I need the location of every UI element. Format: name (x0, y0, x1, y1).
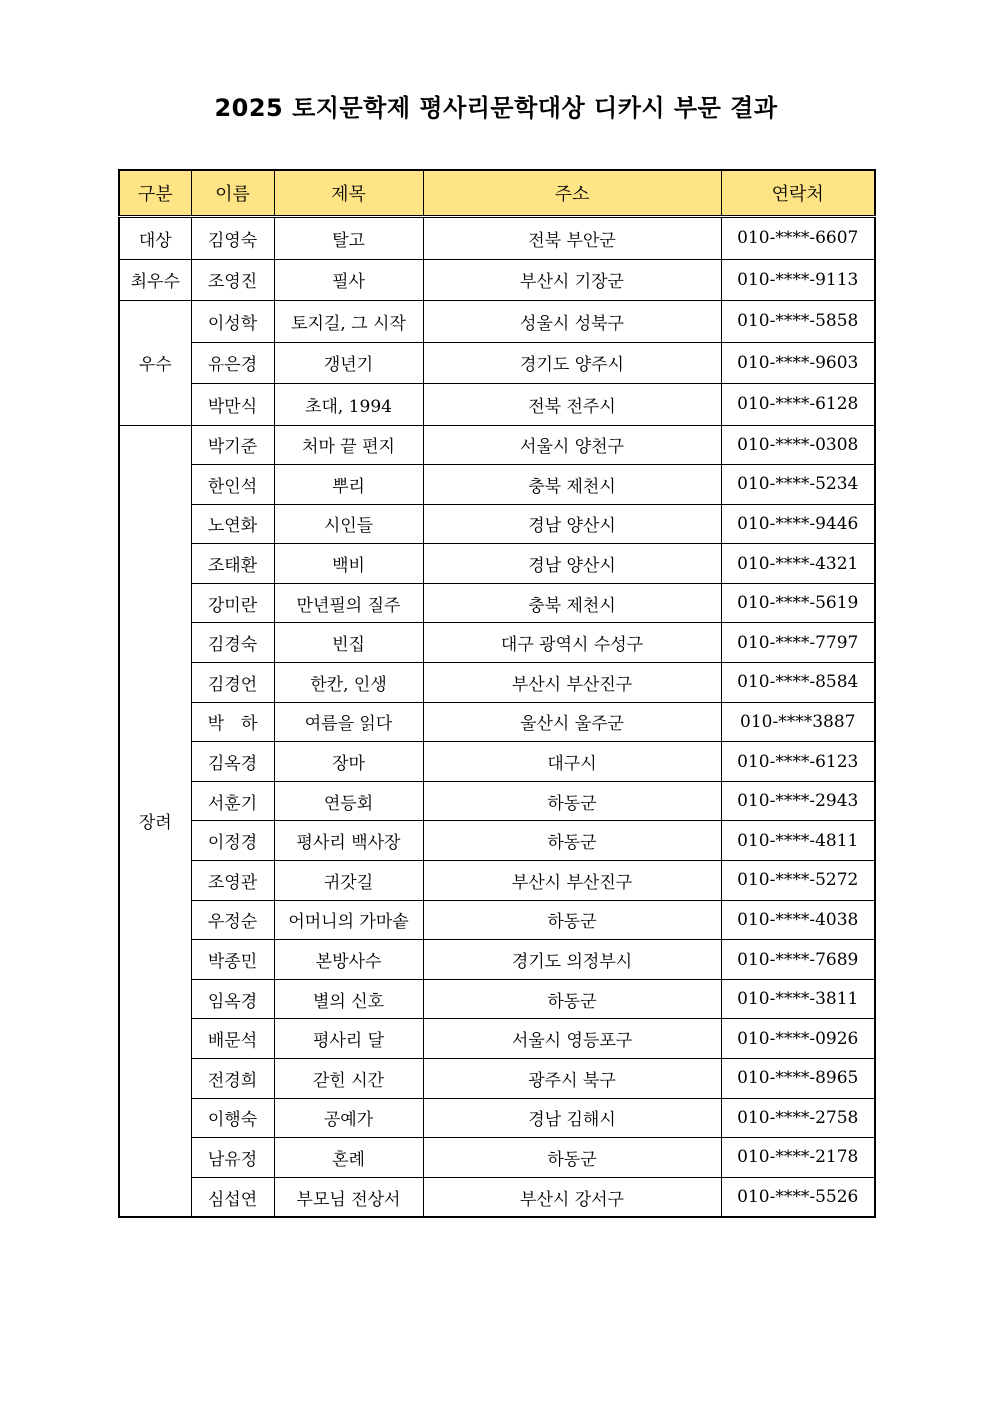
table-row (119, 504, 875, 544)
table-row (119, 465, 875, 505)
cell-contact: 010-****-5858 (721, 301, 875, 343)
cell-name: 유은경 (191, 342, 274, 384)
cell-contact: 010-****-9603 (721, 342, 875, 384)
cell-category: 대상 (119, 217, 191, 260)
results-table (118, 169, 876, 1218)
cell-contact: 010-****-8584 (721, 663, 875, 703)
cell-name: 임옥경 (191, 979, 274, 1019)
cell-contact: 010-****-0308 (721, 425, 875, 465)
cell-name: 박기준 (191, 425, 274, 465)
cell-category: 장려 (119, 425, 191, 1217)
cell-name: 한인석 (191, 465, 274, 505)
cell-work: 평사리 백사장 (274, 821, 423, 861)
cell-name: 남유정 (191, 1138, 274, 1178)
cell-contact: 010-****-5272 (721, 861, 875, 901)
cell-work: 본방사수 (274, 940, 423, 980)
cell-work: 별의 신호 (274, 979, 423, 1019)
cell-category: 최우수 (119, 259, 191, 301)
cell-address: 전북 전주시 (423, 384, 721, 426)
table-row (119, 663, 875, 703)
cell-contact: 010-****-3811 (721, 979, 875, 1019)
table-row (119, 1019, 875, 1059)
cell-work: 부모님 전상서 (274, 1177, 423, 1217)
table-row (119, 940, 875, 980)
cell-work: 귀갓길 (274, 861, 423, 901)
cell-work: 갇힌 시간 (274, 1059, 423, 1099)
cell-name: 서훈기 (191, 781, 274, 821)
cell-category: 우수 (119, 301, 191, 426)
cell-address: 서울시 영등포구 (423, 1019, 721, 1059)
header-name: 이름 (191, 170, 274, 217)
cell-contact: 010-****-4811 (721, 821, 875, 861)
cell-work: 평사리 달 (274, 1019, 423, 1059)
cell-name: 배문석 (191, 1019, 274, 1059)
cell-contact: 010-****-0926 (721, 1019, 875, 1059)
cell-contact: 010-****-6123 (721, 742, 875, 782)
cell-address: 울산시 울주군 (423, 702, 721, 742)
cell-address: 경남 김해시 (423, 1098, 721, 1138)
cell-contact: 010-****-7689 (721, 940, 875, 980)
cell-name: 우정순 (191, 900, 274, 940)
cell-name: 조영관 (191, 861, 274, 901)
cell-name: 김영숙 (191, 217, 274, 260)
cell-address: 부산시 기장군 (423, 259, 721, 301)
table-row (119, 900, 875, 940)
cell-name: 노연화 (191, 504, 274, 544)
cell-address: 전북 부안군 (423, 217, 721, 260)
cell-contact: 010-****-7797 (721, 623, 875, 663)
cell-name: 박 하 (191, 702, 274, 742)
cell-address: 하동군 (423, 900, 721, 940)
cell-address: 충북 제천시 (423, 583, 721, 623)
table-row (119, 301, 875, 343)
table-row (119, 583, 875, 623)
cell-work: 빈집 (274, 623, 423, 663)
table-row (119, 1098, 875, 1138)
cell-contact: 010-****-6128 (721, 384, 875, 426)
cell-work: 갱년기 (274, 342, 423, 384)
table-row (119, 342, 875, 384)
cell-address: 하동군 (423, 1138, 721, 1178)
cell-contact: 010-****-5526 (721, 1177, 875, 1217)
table-row (119, 781, 875, 821)
cell-address: 경남 양산시 (423, 504, 721, 544)
table-row (119, 821, 875, 861)
cell-address: 하동군 (423, 781, 721, 821)
header-work: 제목 (274, 170, 423, 217)
cell-address: 하동군 (423, 821, 721, 861)
cell-name: 김경숙 (191, 623, 274, 663)
table-row (119, 384, 875, 426)
cell-address: 서울시 양천구 (423, 425, 721, 465)
results-table-container (118, 169, 874, 1218)
cell-address: 경기도 의정부시 (423, 940, 721, 980)
cell-work: 뿌리 (274, 465, 423, 505)
table-row (119, 544, 875, 584)
cell-contact: 010-****-9113 (721, 259, 875, 301)
cell-contact: 010-****3887 (721, 702, 875, 742)
cell-name: 전경희 (191, 1059, 274, 1099)
table-row (119, 1059, 875, 1099)
cell-name: 조태환 (191, 544, 274, 584)
cell-work: 초대, 1994 (274, 384, 423, 426)
cell-address: 광주시 북구 (423, 1059, 721, 1099)
cell-address: 경남 양산시 (423, 544, 721, 584)
results-body (119, 217, 875, 1218)
header-row (119, 170, 875, 217)
cell-name: 이행숙 (191, 1098, 274, 1138)
page-title: 2025 토지문학제 평사리문학대상 디카시 부문 결과 (214, 94, 778, 122)
header-contact: 연락처 (721, 170, 875, 217)
cell-work: 장마 (274, 742, 423, 782)
table-row (119, 623, 875, 663)
cell-work: 한칸, 인생 (274, 663, 423, 703)
cell-contact: 010-****-4321 (721, 544, 875, 584)
cell-address: 부산시 부산진구 (423, 861, 721, 901)
cell-work: 공예가 (274, 1098, 423, 1138)
cell-contact: 010-****-2178 (721, 1138, 875, 1178)
cell-name: 강미란 (191, 583, 274, 623)
cell-name: 심섭연 (191, 1177, 274, 1217)
table-row (119, 742, 875, 782)
cell-work: 시인들 (274, 504, 423, 544)
cell-name: 이정경 (191, 821, 274, 861)
table-row (119, 259, 875, 301)
cell-contact: 010-****-9446 (721, 504, 875, 544)
cell-work: 연등회 (274, 781, 423, 821)
cell-work: 백비 (274, 544, 423, 584)
cell-name: 박종민 (191, 940, 274, 980)
cell-address: 부산시 강서구 (423, 1177, 721, 1217)
cell-name: 박만식 (191, 384, 274, 426)
cell-work: 탈고 (274, 217, 423, 260)
cell-name: 김옥경 (191, 742, 274, 782)
cell-contact: 010-****-5619 (721, 583, 875, 623)
cell-work: 토지길, 그 시작 (274, 301, 423, 343)
table-row (119, 979, 875, 1019)
cell-work: 필사 (274, 259, 423, 301)
cell-work: 처마 끝 편지 (274, 425, 423, 465)
cell-contact: 010-****-8965 (721, 1059, 875, 1099)
cell-work: 혼례 (274, 1138, 423, 1178)
cell-work: 여름을 읽다 (274, 702, 423, 742)
cell-contact: 010-****-2943 (721, 781, 875, 821)
table-row (119, 1177, 875, 1217)
cell-address: 경기도 양주시 (423, 342, 721, 384)
cell-address: 대구 광역시 수성구 (423, 623, 721, 663)
table-row (119, 425, 875, 465)
table-row (119, 217, 875, 260)
cell-contact: 010-****-4038 (721, 900, 875, 940)
cell-name: 조영진 (191, 259, 274, 301)
cell-name: 이성학 (191, 301, 274, 343)
cell-contact: 010-****-5234 (721, 465, 875, 505)
cell-address: 충북 제천시 (423, 465, 721, 505)
cell-work: 만년필의 질주 (274, 583, 423, 623)
cell-contact: 010-****-6607 (721, 217, 875, 260)
cell-address: 하동군 (423, 979, 721, 1019)
table-row (119, 861, 875, 901)
cell-address: 성울시 성북구 (423, 301, 721, 343)
cell-address: 부산시 부산진구 (423, 663, 721, 703)
table-row (119, 1138, 875, 1178)
table-row (119, 702, 875, 742)
cell-name: 김경언 (191, 663, 274, 703)
cell-address: 대구시 (423, 742, 721, 782)
header-address: 주소 (423, 170, 721, 217)
cell-work: 어머니의 가마솥 (274, 900, 423, 940)
cell-contact: 010-****-2758 (721, 1098, 875, 1138)
header-category: 구분 (119, 170, 191, 217)
